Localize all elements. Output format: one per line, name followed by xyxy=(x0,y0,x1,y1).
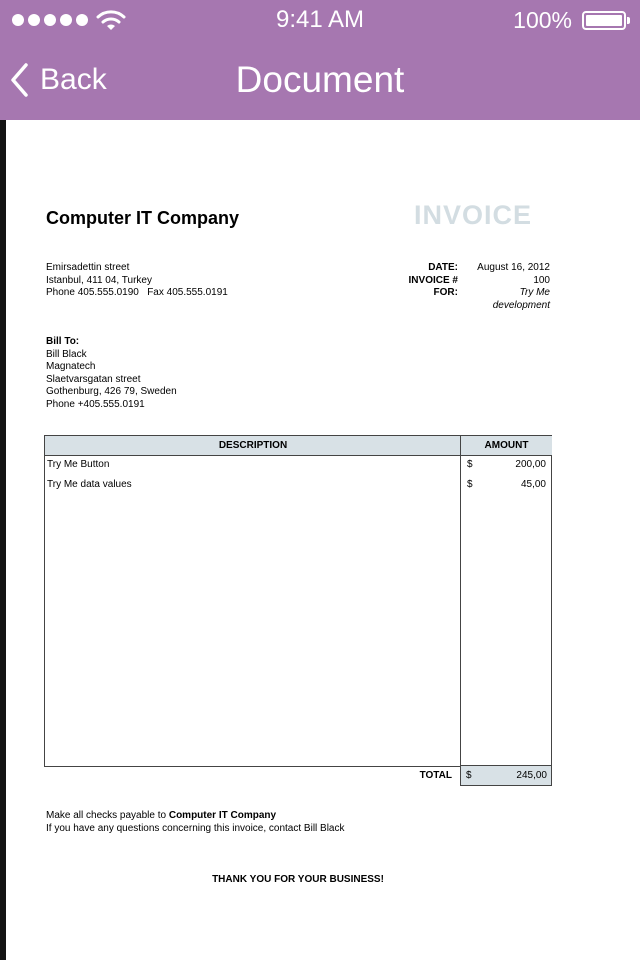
total-currency: $ xyxy=(466,770,472,781)
bill-to-name: Bill Black xyxy=(46,348,87,360)
back-label[interactable]: Back xyxy=(40,63,107,96)
document-viewer[interactable] xyxy=(0,120,640,960)
row-amount: 200,00 xyxy=(515,459,546,470)
for-value: Try Me xyxy=(519,287,550,298)
invoice-number-label: INVOICE # xyxy=(408,274,458,286)
bill-to-city: Gothenburg, 426 79, Sweden xyxy=(46,386,177,397)
bill-to xyxy=(46,336,177,411)
bill-to-heading: Bill To: xyxy=(46,336,80,347)
battery-icon xyxy=(582,11,626,30)
invoice-page xyxy=(6,120,640,960)
bill-to-phone: Phone +405.555.0191 xyxy=(46,398,145,410)
row-amount: 45,00 xyxy=(520,479,546,490)
invoice-meta xyxy=(386,262,550,312)
invoice-title: INVOICE xyxy=(414,200,533,230)
footer-notes xyxy=(46,810,345,835)
for-label: FOR: xyxy=(433,287,458,298)
thank-you-note: THANK YOU FOR YOUR BUSINESS! xyxy=(212,874,384,885)
sender-street: Emirsadettin street xyxy=(46,262,130,273)
table-row xyxy=(45,456,551,474)
row-description: Try Me Button xyxy=(47,459,110,470)
amount-header: AMOUNT xyxy=(461,436,552,456)
company-name: Computer IT Company xyxy=(46,208,240,228)
description-header: DESCRIPTION xyxy=(45,436,461,456)
sender-address xyxy=(46,262,228,300)
checks-prefix: Make all checks payable to xyxy=(46,810,169,821)
bill-to-street: Slaetvarsgatan street xyxy=(46,373,141,385)
questions-line: If you have any questions concerning this invoice, contact Bill Black xyxy=(46,822,345,834)
row-description: Try Me data values xyxy=(47,479,132,490)
status-time: 9:41 AM xyxy=(275,6,365,33)
status-bar xyxy=(0,0,640,40)
row-currency: $ xyxy=(467,479,473,490)
battery-percent: 100% xyxy=(513,7,572,33)
checks-payable-line xyxy=(46,810,345,823)
page-title: Document xyxy=(235,59,405,100)
invoice-number-value: 100 xyxy=(533,274,550,286)
invoice-table xyxy=(44,435,552,767)
total-box xyxy=(460,765,552,786)
date-label: DATE: xyxy=(428,262,458,273)
total-label: TOTAL xyxy=(419,770,452,781)
sender-phone-fax: Phone 405.555.0190 Fax 405.555.0191 xyxy=(46,287,228,298)
date-value: August 16, 2012 xyxy=(477,262,550,273)
checks-company: Computer IT Company xyxy=(168,810,277,821)
navigation-bar xyxy=(0,40,640,120)
table-row xyxy=(45,476,551,494)
for-value-line2: development xyxy=(492,299,550,311)
total-amount: 245,00 xyxy=(516,770,547,781)
row-currency: $ xyxy=(467,459,473,470)
bill-to-company: Magnatech xyxy=(46,361,96,372)
sender-city: Istanbul, 411 04, Turkey xyxy=(46,274,152,286)
